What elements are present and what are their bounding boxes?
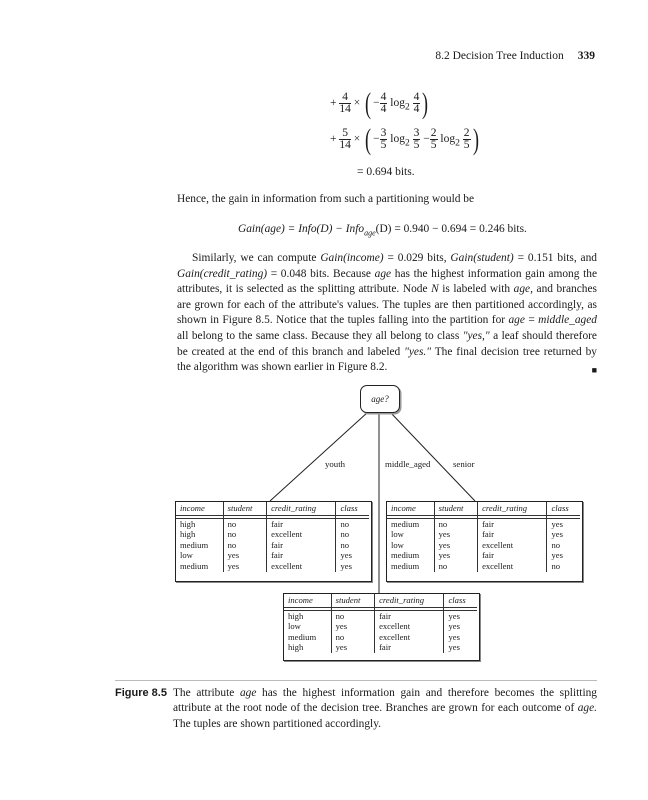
table-cell: fair [267,540,336,551]
column-header: credit_rating [267,502,336,515]
table-cell: no [551,539,561,550]
section-title: 8.2 Decision Tree Induction [435,50,564,62]
table-cell: medium [387,550,434,561]
table-row [176,561,369,572]
table-cell: fair [478,529,547,540]
table-cell: yes [340,550,352,561]
fraction: $\frac{4}{14}$ [339,91,351,115]
table-cell: yes [551,529,563,540]
table-cell: yes [223,550,266,561]
table-cell: no [331,632,374,643]
senior-partition-table [387,502,580,572]
table-cell: high [284,610,331,621]
column-header: student [434,502,477,515]
table-cell: low [176,550,223,561]
branch-label-senior: senior [453,459,475,469]
table-row [284,632,477,643]
table-cell: fair [375,610,444,621]
table-row [284,642,477,653]
table-cell: medium [176,561,223,572]
table-cell: yes [223,561,266,572]
table-cell: yes [448,610,460,621]
table-cell: yes [434,529,477,540]
table-cell: yes [448,631,460,642]
caption-rule [115,680,597,681]
gain-equation: Gain(age) = Info(D) − Info$_{age}$(D) = 0.940 − 0.694 = 0.246 bits. [238,223,527,238]
fraction: $\frac{2}{5}$ [430,127,437,151]
table-cell: medium [387,561,434,572]
table-row [176,518,369,529]
table-cell: medium [284,632,331,643]
table-row [387,561,580,572]
table-cell: no [223,529,266,540]
table-cell: yes [434,540,477,551]
table-cell: yes [331,621,374,632]
table-cell: excellent [478,561,547,572]
table-cell: yes [331,642,374,653]
fraction: $\frac{4}{4}$ [413,91,420,115]
table-row [387,529,580,540]
entropy-equation-line-2: + $\frac{5}{14}$ × ( − $\frac{3}{5}$ $\log_2$ $\frac{3}{5}$ − $\frac{2}{5}$ $\log_2$ $\frac{2}{5}$ ) [330,122,479,156]
column-header: class [547,502,580,515]
fraction: $\frac{5}{14}$ [339,127,351,151]
table-cell: yes [448,621,460,632]
column-header: income [387,502,434,515]
table-cell: yes [434,550,477,561]
table-cell: yes [340,560,352,571]
column-header: income [176,502,223,515]
table-cell: no [434,561,477,572]
table-cell: no [223,540,266,551]
table-cell: no [340,518,350,529]
fraction: $\frac{3}{5}$ [380,127,387,151]
table-cell: no [434,518,477,529]
table-row [387,550,580,561]
table-cell: fair [267,518,336,529]
table-cell: no [340,529,350,540]
end-of-example-marker: ■ [591,365,597,376]
table-cell: no [331,610,374,621]
table-row [387,540,580,551]
table-row [387,518,580,529]
table-cell: yes [448,642,460,653]
table-row [284,610,477,621]
column-header: credit_rating [375,594,444,607]
figure-label: Figure 8.5 [115,687,167,699]
column-header: student [223,502,266,515]
body-paragraph: Similarly, we can compute Gain(income) = 0.029 bits, Gain(student) = 0.151 bits, and Gain(credit_rating) = 0.048 bits. Because age has the highest information gain among the attributes, it is selected as the splitting attribute. Node N is labeled with age, and branches are grown for each of the attribute's values. The tuples are then partitioned accordingly, as shown in Figure 8.5. Notice that the tuples falling into the partition for age = middle_aged all belong to the same class. Because they all belong to class "yes," a leaf should therefore be created at the end of this branch and labeled "yes." The final decision tree returned by the algorithm was shown earlier in Figure 8.2. ■ [177,251,597,379]
table-cell: no [340,539,350,550]
table-cell: no [223,518,266,529]
table-cell: fair [375,642,444,653]
fraction: $\frac{3}{5}$ [413,127,420,151]
table-row [176,529,369,540]
table-cell: yes [551,550,563,561]
page-number: 339 [577,50,595,62]
entropy-result: = 0.694 bits. [357,166,415,178]
entropy-equation-line-1: + $\frac{4}{14}$ × ( − $\frac{4}{4}$ $\log_2$ $\frac{4}{4}$ ) [330,86,429,120]
youth-partition-table [176,502,369,572]
caption-text: The attribute age has the highest information gain and therefore becomes the splitting attribute at the root node of the decision tree. Branches are grown for each outcome of age. The tuples are shown partitioned accordingly. [172,687,598,730]
table-cell: low [387,529,434,540]
branch-label-youth: youth [325,459,346,469]
table-cell: medium [176,540,223,551]
table-cell: excellent [267,529,336,540]
table-row [176,540,369,551]
column-header: class [444,594,477,607]
fraction: $\frac{2}{5}$ [463,127,470,151]
table-cell: high [284,642,331,653]
middle-aged-partition-table [284,594,477,653]
branch-label-middle-aged: middle_aged [385,459,431,469]
table-row [176,550,369,561]
hence-text: Hence, the gain in information from such a partitioning would be [177,193,475,205]
table-cell: no [551,560,561,571]
table-cell: fair [478,518,547,529]
table-cell: medium [387,518,434,529]
figure-caption [115,686,597,732]
column-header: student [331,594,374,607]
table-cell: fair [478,550,547,561]
table-cell: excellent [478,540,547,551]
table-cell: excellent [267,561,336,572]
table-cell: excellent [375,632,444,643]
table-cell: low [284,621,331,632]
column-header: class [336,502,369,515]
root-node-age: age? [360,385,400,413]
table-row [284,621,477,632]
table-cell: excellent [375,621,444,632]
table-cell: high [176,518,223,529]
table-cell: high [176,529,223,540]
fraction: $\frac{4}{4}$ [380,91,387,115]
table-cell: fair [267,550,336,561]
column-header: income [284,594,331,607]
table-cell: low [387,540,434,551]
column-header: credit_rating [478,502,547,515]
table-cell: yes [551,518,563,529]
